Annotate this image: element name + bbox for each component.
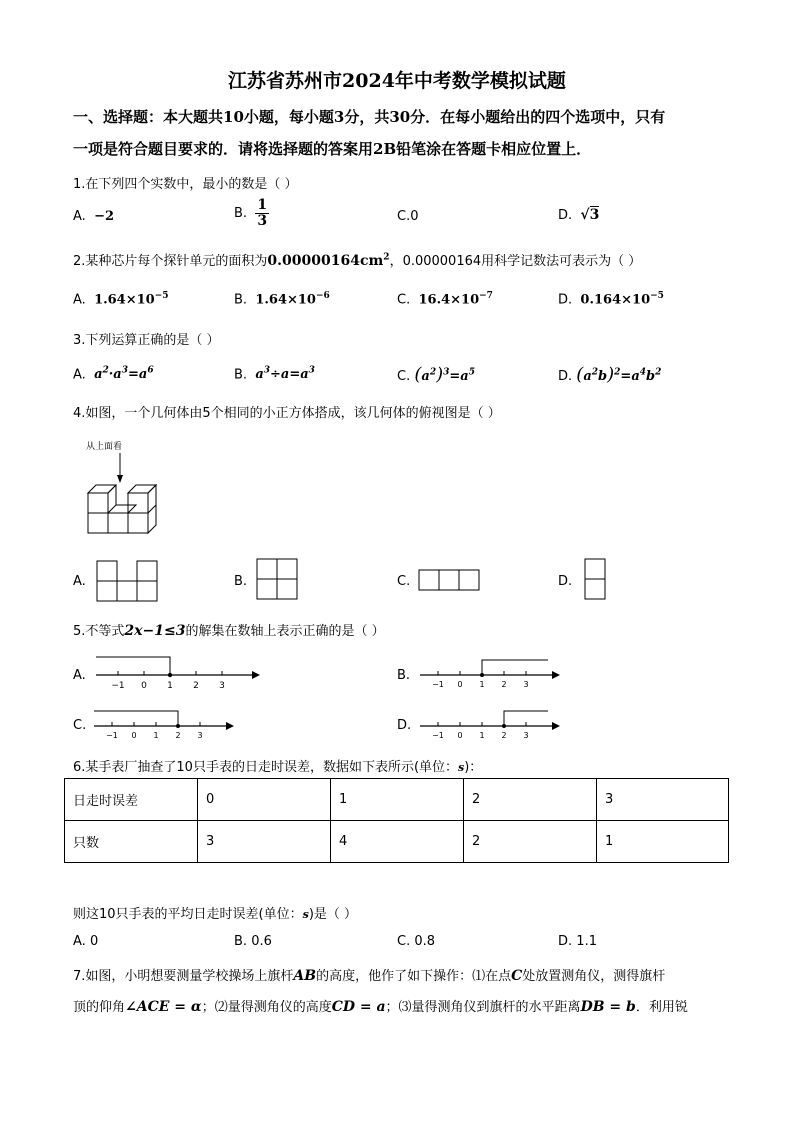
q2-option-c: C. $16.4\times 10^{-7}$ — [397, 291, 493, 308]
q4-option-c-figure — [418, 569, 482, 593]
q1-option-a: A. −2 — [73, 209, 115, 224]
q5-option-a-numberline — [90, 655, 265, 691]
table-cell: 1 — [331, 779, 464, 821]
q1-option-d: D. √3 — [558, 207, 600, 223]
q5-option-d-label: D. — [397, 718, 412, 733]
q6-data-table — [64, 778, 729, 863]
q4-solid-figure — [76, 433, 186, 543]
table-row — [65, 779, 729, 821]
view-from-top-label: 从上面看 — [86, 442, 123, 452]
q6-option-a: A. 0 — [73, 934, 99, 949]
q4-option-a-label: A. — [73, 574, 86, 589]
tick-label: 0 — [457, 680, 463, 689]
q2-stem: 2.某种芯片每个探针单元的面积为$0.00000164cm^2$，0.00000164用科学记数法可表示为（ ） — [73, 252, 642, 269]
q5-option-a-label: A. — [73, 668, 86, 683]
tick-label: 0 — [141, 681, 147, 691]
tick-label: 0 — [131, 731, 137, 740]
tick-label: 3 — [523, 731, 529, 740]
q2-option-b: B. $1.64\times 10^{-6}$ — [234, 291, 330, 308]
tick-label: 0 — [457, 731, 463, 740]
q2-option-d: D. $0.164\times 10^{-5}$ — [558, 291, 664, 308]
fraction: $\frac{1}{3}$ — [257, 197, 268, 229]
table-cell: 3 — [597, 779, 729, 821]
tick-label: 3 — [219, 681, 225, 691]
q2-option-a: A. $1.64\times 10^{-5}$ — [73, 291, 169, 308]
tick-label: 2 — [193, 681, 199, 691]
q6-option-d: D. 1.1 — [558, 934, 597, 949]
table-cell: 2 — [464, 779, 597, 821]
q4-option-b-label: B. — [234, 574, 248, 589]
q5-option-b-numberline — [414, 655, 564, 691]
table-cell: 只数 — [65, 821, 198, 863]
q3-option-c: C. $(a^2)^3=a^5$ — [397, 364, 475, 385]
table-cell: 0 — [198, 779, 331, 821]
section-heading-line2: 一项是符合题目要求的．请将选择题的答案用2B铅笔涂在答题卡相应位置上． — [73, 140, 592, 158]
q4-option-d-label: D. — [558, 574, 573, 589]
q7-line1: 7.如图，小明想要测量学校操场上旗杆AB的高度，他作了如下操作：⑴在点C处放置测角仪，测得旗杆 — [73, 968, 666, 984]
tick-label: 3 — [197, 731, 203, 740]
section-heading-line1: 一、选择题：本大题共10小题，每小题3分，共30分．在每小题给出的四个选项中，只有 — [73, 108, 666, 126]
q3-option-d: D. $(a^2b)^2=a^4b^2$ — [558, 364, 662, 385]
table-cell: 3 — [198, 821, 331, 863]
q3-option-a: A. $a^2\cdot a^3=a^6$ — [73, 366, 154, 383]
cube-figure — [76, 433, 186, 543]
tick-label: −1 — [432, 680, 444, 689]
table-cell: 2 — [464, 821, 597, 863]
page-title: 江苏省苏州市2024年中考数学模拟试题 — [228, 70, 566, 92]
tick-label: 1 — [479, 680, 485, 689]
tick-label: 1 — [167, 681, 173, 691]
q5-stem: 5.不等式2x−1≤3的解集在数轴上表示正确的是（ ） — [73, 623, 385, 639]
q4-option-d-figure — [584, 558, 608, 602]
q4-option-b-figure — [256, 558, 300, 602]
q6-option-c: C. 0.8 — [397, 934, 436, 949]
table-row — [65, 821, 729, 863]
q6-option-b: B. 0.6 — [234, 934, 272, 949]
tick-label: 1 — [153, 731, 159, 740]
tick-label: 3 — [523, 680, 529, 689]
q5-option-b-label: B. — [397, 668, 411, 683]
table-cell: 1 — [597, 821, 729, 863]
tick-label: 2 — [501, 731, 507, 740]
table-cell: 日走时误差 — [65, 779, 198, 821]
q5-option-d-numberline — [414, 706, 564, 742]
q1-option-b: B. $\frac{1}{3}$ — [234, 197, 268, 229]
tick-label: −1 — [111, 681, 125, 691]
tick-label: −1 — [106, 731, 118, 740]
q5-option-c-numberline — [88, 706, 238, 742]
q1-stem: 1.在下列四个实数中，最小的数是（ ） — [73, 177, 298, 192]
tick-label: 1 — [479, 731, 485, 740]
q6-stem: 6.某手表厂抽查了10只手表的日走时误差，数据如下表所示(单位：s)： — [73, 760, 483, 775]
q7-line2: 顶的仰角∠ACE = α；⑵量得测角仪的高度CD = a；⑶量得测角仪到旗杆的水平距离DB = b．利用锐 — [73, 999, 688, 1015]
q4-option-c-label: C. — [397, 574, 411, 589]
sqrt-expression: √3 — [580, 207, 600, 223]
q3-option-b: B. $a^3\div a=a^3$ — [234, 366, 315, 383]
q4-stem: 4.如图，一个几何体由5个相同的小正方体搭成，该几何体的俯视图是（ ） — [73, 406, 501, 421]
q6-question: 则这10只手表的平均日走时误差(单位：s)是（ ） — [73, 907, 358, 922]
q4-option-a-figure — [96, 560, 160, 602]
q5-option-c-label: C. — [73, 718, 87, 733]
tick-label: −1 — [432, 731, 444, 740]
q3-stem: 3.下列运算正确的是（ ） — [73, 333, 220, 348]
q1-option-c: C.0 — [397, 209, 419, 224]
tick-label: 2 — [501, 680, 507, 689]
tick-label: 2 — [175, 731, 181, 740]
table-cell: 4 — [331, 821, 464, 863]
